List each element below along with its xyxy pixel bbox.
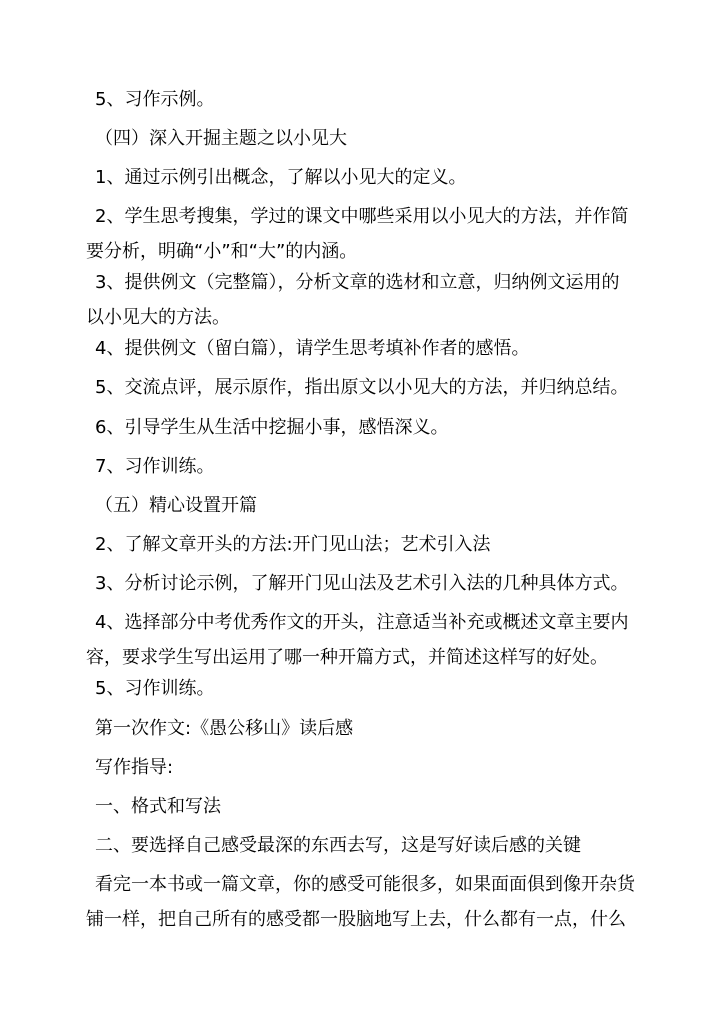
- paragraph: 5、交流点评，展示原作，指出原文以小见大的方法，并归纳总结。: [95, 377, 629, 398]
- paragraph: 1、通过示例引出概念，了解以小见大的定义。: [95, 167, 467, 188]
- paragraph: 7、习作训练。: [95, 456, 215, 477]
- paragraph: 5、习作训练。: [95, 678, 215, 699]
- paragraph: 看完一本书或一篇文章，你的感受可能很多，如果面面俱到像开杂货铺一样，把自己所有的感受都一股脑地写上去，什么都有一点，什么: [86, 874, 635, 930]
- paragraph: 6、引导学生从生活中挖掘小事，感悟深义。: [95, 417, 449, 438]
- section-heading: （五）精心设置开篇: [95, 495, 257, 516]
- paragraph: 3、提供例文（完整篇），分析文章的选材和立意，归纳例文运用的以小见大的方法。: [86, 272, 620, 328]
- paragraph: 3、分析讨论示例，了解开门见山法及艺术引入法的几种具体方式。: [95, 573, 629, 594]
- paragraph: 2、学生思考搜集，学过的课文中哪些采用以小见大的方法，并作简要分析，明确“小”和“大”的内涵。: [86, 206, 629, 262]
- paragraph: 一、格式和写法: [95, 796, 221, 817]
- paragraph: 4、选择部分中考优秀作文的开头，注意适当补充或概述文章主要内容，要求学生写出运用了哪一种开篇方式，并简述这样写的好处。: [86, 612, 629, 668]
- paragraph: 写作指导:: [95, 757, 174, 778]
- paragraph: 5、习作示例。: [95, 89, 215, 110]
- paragraph: 第一次作文:《愚公移山》读后感: [95, 718, 354, 739]
- section-heading: （四）深入开掘主题之以小见大: [95, 128, 347, 149]
- paragraph: 2、了解文章开头的方法:开门见山法；艺术引入法: [95, 534, 491, 555]
- paragraph: 4、提供例文（留白篇），请学生思考填补作者的感悟。: [95, 338, 530, 359]
- paragraph: 二、要选择自己感受最深的东西去写，这是写好读后感的关键: [95, 835, 581, 856]
